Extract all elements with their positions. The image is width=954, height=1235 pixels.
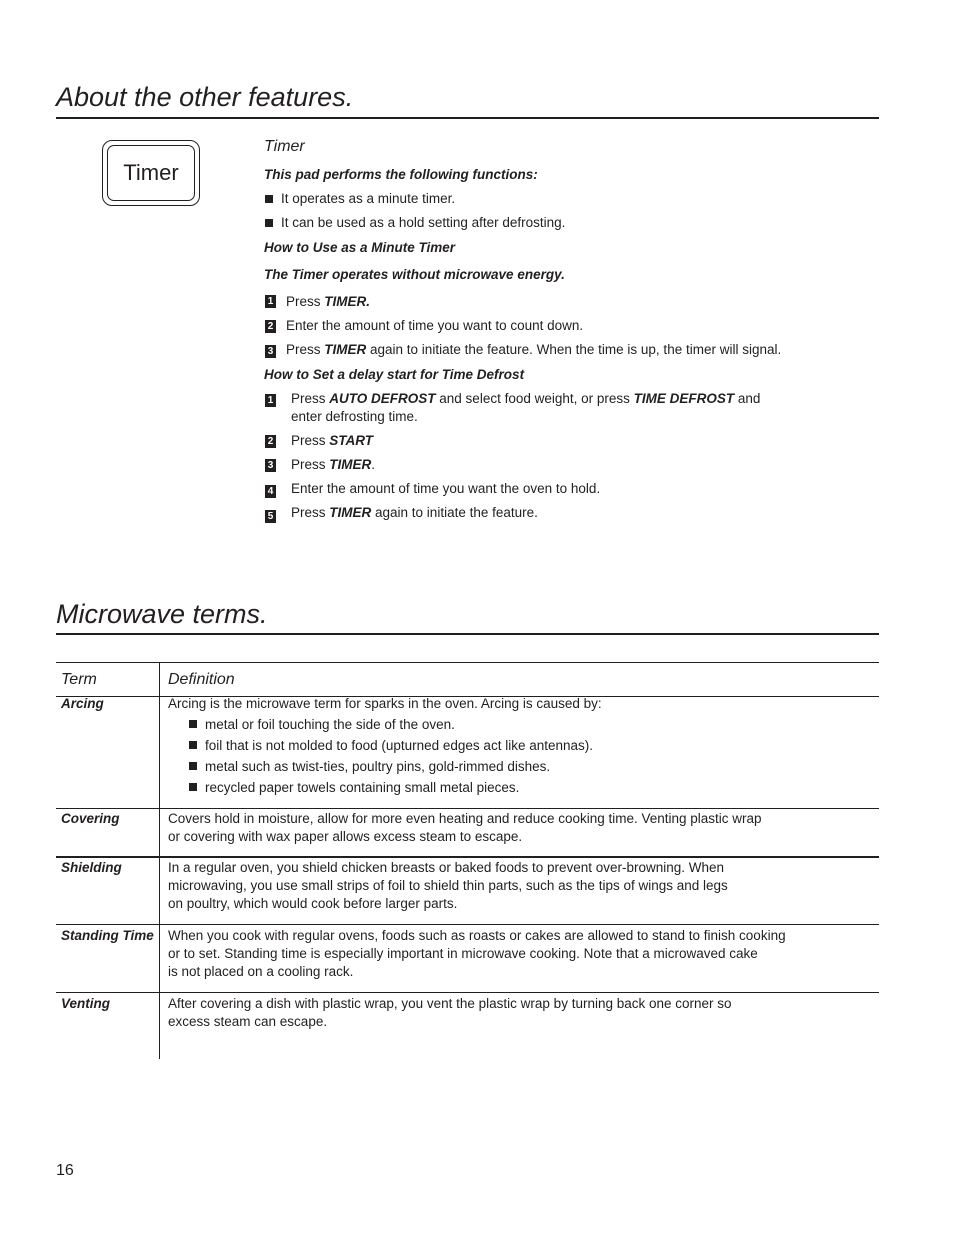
definition-line: excess steam can escape. [168,1014,328,1029]
bullet-square-icon [189,720,197,728]
table-row-divider [56,924,879,925]
definition-bullet: metal such as twist-ties, poultry pins, gold-rimmed dishes. [205,759,551,774]
delay-step: Press START [291,433,374,448]
definition-line: on poultry, which would cook before larger parts. [168,896,458,911]
term-cell: Arcing [61,696,104,711]
minute-step: Enter the amount of time you want to count down. [286,318,584,333]
delay-step: Press TIMER. [291,457,376,472]
term-cell: Covering [61,811,120,826]
bullet-square-icon [265,219,273,227]
page-number: 16 [56,1162,74,1179]
step-number-badge: 5 [265,510,276,523]
table-row-divider [56,856,879,858]
step-number-badge: 2 [265,435,276,448]
definition-line: When you cook with regular ovens, foods such as roasts or cakes are allowed to stand to finish cooking [168,928,786,943]
table-row-divider [56,808,879,809]
step-number-badge: 4 [265,485,276,498]
table-column-divider [159,662,160,1059]
definition-line: After covering a dish with plastic wrap, you vent the plastic wrap by turning back one corner so [168,996,732,1011]
minute-timer-heading: How to Use as a Minute Timer [264,240,456,255]
definition-bullet: recycled paper towels containing small metal pieces. [205,780,520,795]
function-item: It operates as a minute timer. [281,191,456,206]
definition-bullet: foil that is not molded to food (upturned edges act like antennas). [205,738,593,753]
minute-step: Press TIMER again to initiate the feature. When the time is up, the timer will signal. [286,342,782,357]
definition-line: In a regular oven, you shield chicken breasts or baked foods to prevent over-browning. When [168,860,725,875]
delay-step: Enter the amount of time you want the oven to hold. [291,481,601,496]
delay-step: Press TIMER again to initiate the feature. [291,505,538,520]
term-cell: Venting [61,996,110,1011]
bullet-square-icon [189,762,197,770]
minute-step: Press TIMER. [286,294,371,309]
column-header-term: Term [61,671,97,688]
definition-line: microwaving, you use small strips of foil to shield thin parts, such as the tips of wings and legs [168,878,728,893]
definition-line: is not placed on a cooling rack. [168,964,354,979]
minute-timer-note: The Timer operates without microwave energy. [264,267,565,282]
delay-step: Press AUTO DEFROST and select food weight, or press TIME DEFROST and [291,391,761,406]
column-header-definition: Definition [168,671,235,688]
table-top-border [56,662,879,663]
term-cell: Shielding [61,860,122,875]
timer-title: Timer [264,138,305,155]
delay-defrost-heading: How to Set a delay start for Time Defrost [264,367,525,382]
bullet-square-icon [189,741,197,749]
table-row-divider [56,992,879,993]
term-cell: Standing Time [61,928,154,943]
section-heading-features: About the other features. [56,82,354,112]
definition-bullet: metal or foil touching the side of the oven. [205,717,455,732]
timer-intro: This pad performs the following functions: [264,167,538,182]
section-heading-terms: Microwave terms. [56,599,268,629]
heading-rule [56,633,879,635]
definition-line: Covers hold in moisture, allow for more even heating and reduce cooking time. Venting plastic wrap [168,811,762,826]
bullet-square-icon [189,783,197,791]
delay-step-continuation: enter defrosting time. [291,409,418,424]
definition-line: or covering with wax paper allows excess steam to escape. [168,829,523,844]
function-item: It can be used as a hold setting after defrosting. [281,215,566,230]
timer-pad-graphic: Timer [107,145,195,201]
definition-line: or to set. Standing time is especially important in microwave cooking. Note that a microwaved cake [168,946,758,961]
bullet-square-icon [265,195,273,203]
heading-rule [56,117,879,119]
definition-line: Arcing is the microwave term for sparks in the oven. Arcing is caused by: [168,696,602,711]
step-number-badge: 1 [265,295,276,308]
step-number-badge: 1 [265,394,276,407]
step-number-badge: 3 [265,459,276,472]
step-number-badge: 3 [265,345,276,358]
step-number-badge: 2 [265,320,276,333]
